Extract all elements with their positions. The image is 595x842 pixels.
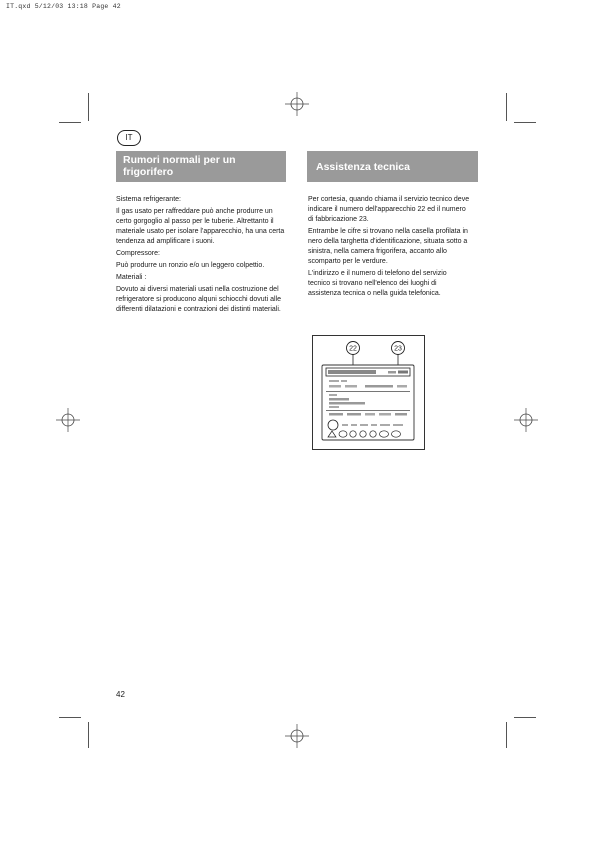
crop-mark	[88, 722, 89, 748]
paragraph: Il gas usato per raffreddare può anche produrre un certo gorgoglio al passo per le tuberie. Altrettanto il materiale usato per isolare l'apparecchio, ha una certa tendenza ad amplificare i suoni.	[116, 208, 285, 245]
crop-mark	[59, 122, 81, 123]
callout-23-label: 23	[394, 345, 402, 353]
paragraph: Può produrre un ronzio e/o un leggero colpettio.	[116, 262, 265, 269]
registration-mark-icon	[514, 408, 538, 432]
crop-mark	[514, 122, 536, 123]
rating-plate-drawing	[313, 336, 424, 449]
noises-text-column	[116, 195, 288, 317]
registration-mark-icon	[285, 92, 309, 116]
crop-mark	[506, 722, 507, 748]
section-heading-service: Assistenza tecnica	[307, 151, 478, 182]
crop-mark	[59, 717, 81, 718]
registration-mark-icon	[285, 724, 309, 748]
paragraph: L'indirizzo e il numero di telefono del servizio tecnico si trovano nell'elenco dei luoghi di assistenza tecnica o nella guida telefonica.	[308, 270, 447, 297]
paragraph: Compressore:	[116, 250, 160, 257]
registration-mark-icon	[56, 408, 80, 432]
crop-mark	[506, 93, 507, 121]
language-badge: IT	[117, 130, 141, 146]
crop-mark	[514, 717, 536, 718]
callout-22-label: 22	[349, 345, 357, 353]
service-text-column	[308, 195, 470, 301]
page-number: 42	[116, 690, 125, 699]
crop-mark	[88, 93, 89, 121]
paragraph: Dovuto ai diversi materiali usati nella costruzione del refrigeratore si producono alquni schiocchi dovuti alle differenti dilatazioni e contrazioni dei distinti materiali.	[116, 286, 281, 313]
paragraph: Per cortesia, quando chiama il servizio tecnico deve indicare il numero dell'apparecchio 22 ed il numero di fabbricazione 23.	[308, 196, 470, 223]
rating-plate-illustration	[312, 335, 425, 450]
section-heading-noises: Rumori normali per un frigorifero	[116, 151, 286, 182]
paragraph: Entrambe le cifre si trovano nella casella profilata in nero della targhetta d'identificazione, situata sotto a sinistra, nella camera frigorifera, accanto allo scomparto per le verdure.	[308, 228, 468, 265]
paragraph: Sistema refrigerante:	[116, 196, 181, 203]
paragraph: Materiali :	[116, 274, 147, 281]
file-slug: IT.qxd 5/12/03 13:18 Page 42	[6, 3, 121, 10]
